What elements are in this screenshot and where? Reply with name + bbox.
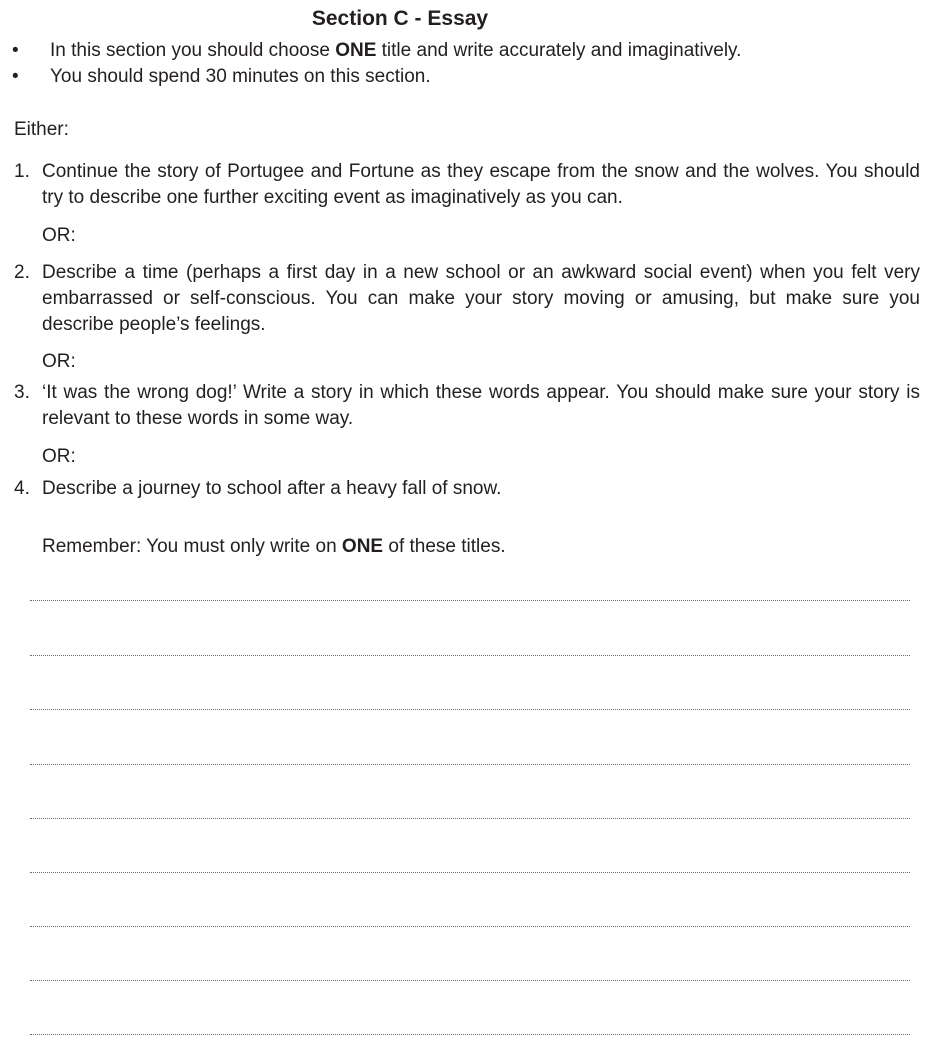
question-number: 2. [14, 262, 30, 283]
question-1 [14, 159, 920, 211]
question-text: Continue the story of Portugee and Fortune as they escape from the snow and the wolves. You should try to describe one further exciting event as imaginatively as you can. [42, 161, 920, 208]
instruction-text: You should spend 30 minutes on this section. [50, 66, 431, 87]
question-number: 3. [14, 382, 30, 403]
question-number: 4. [14, 478, 30, 499]
section-title: Section C - Essay [311, 7, 489, 30]
question-4 [14, 476, 920, 502]
question-2 [14, 260, 920, 338]
or-label: OR: [42, 225, 76, 246]
either-label: Either: [14, 119, 69, 140]
writing-line[interactable] [30, 764, 910, 765]
question-number: 1. [14, 161, 30, 182]
writing-line[interactable] [30, 926, 910, 927]
writing-line[interactable] [30, 1034, 910, 1035]
writing-line[interactable] [30, 655, 910, 656]
question-3 [14, 380, 920, 432]
bullet-icon: • [12, 66, 19, 87]
writing-line[interactable] [30, 600, 910, 601]
question-text: Describe a journey to school after a heavy fall of snow. [42, 478, 502, 499]
bullet-icon: • [12, 40, 19, 61]
writing-line[interactable] [30, 872, 910, 873]
remember-note: Remember: You must only write on ONE of these titles. [42, 536, 506, 557]
or-label: OR: [42, 446, 76, 467]
question-text: Describe a time (perhaps a first day in a new school or an awkward social event) when you felt very embarrassed or self-conscious. You can make your story moving or amusing, but make sure you describe people’s feelings. [42, 262, 920, 335]
writing-line[interactable] [30, 709, 910, 710]
or-label: OR: [42, 351, 76, 372]
question-text: ‘It was the wrong dog!’ Write a story in which these words appear. You should make sure your story is relevant to these words in some way. [42, 382, 920, 429]
instruction-text: In this section you should choose ONE title and write accurately and imaginatively. [50, 40, 742, 61]
writing-line[interactable] [30, 980, 910, 981]
writing-line[interactable] [30, 818, 910, 819]
